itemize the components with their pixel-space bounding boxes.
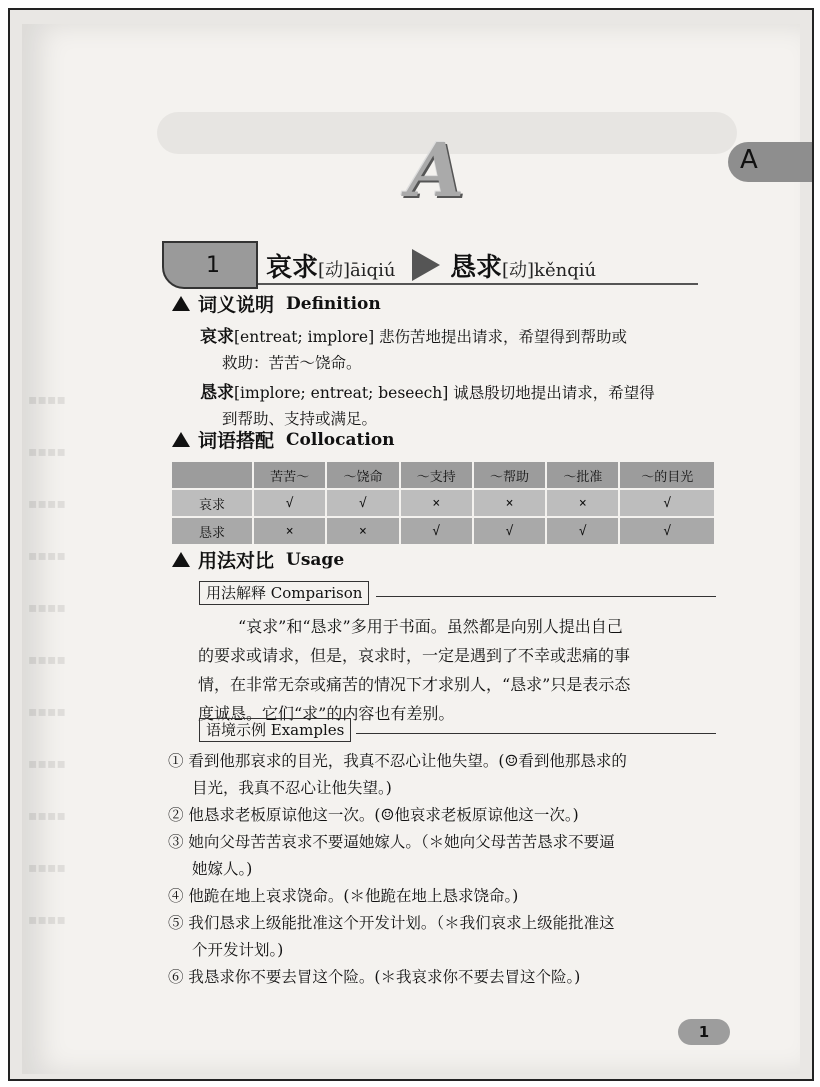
comparison-label: 用法解释 Comparison [199, 581, 369, 605]
letter-tab-label: A [740, 145, 758, 175]
definition-1-line1: [entreat; implore] 悲伤苦地提出请求，希望得到帮助或 [234, 328, 628, 346]
collocation-header-cell: ～支持 [400, 461, 473, 489]
example-line: 个开发计划。) [192, 941, 284, 959]
section-definition-zh: 词义说明 [198, 294, 275, 316]
comparison-rule [376, 596, 716, 597]
collocation-cell: √ [619, 517, 715, 545]
collocation-row-label: 哀求 [171, 489, 253, 517]
examples-rule [356, 733, 716, 734]
letter-tab [728, 142, 812, 182]
collocation-cell: √ [253, 489, 326, 517]
comparison-line: 度诚恳。它们“求”的内容也有差别。 [198, 704, 455, 723]
examples-list [168, 748, 724, 991]
definition-2-word: 恳求 [200, 383, 234, 403]
collocation-cell: × [546, 489, 619, 517]
definition-2-line2: 到帮助、支持或满足。 [222, 410, 378, 428]
photo-frame [8, 8, 814, 1081]
triangle-bullet-icon [172, 552, 190, 567]
example-line: ① 看到他那哀求的目光，我真不忍心让他失望。(☺看到他那恳求的 [168, 752, 627, 770]
collocation-header-cell: ～帮助 [473, 461, 546, 489]
example-line: ④ 他跪在地上哀求饶命。(＊他跪在地上恳求饶命。) [168, 887, 519, 905]
show-through-margin: ▪▪▪▪ ▪▪▪▪ ▪▪▪▪ ▪▪▪▪ ▪▪▪▪ ▪▪▪▪ ▪▪▪▪ ▪▪▪▪ ▪▪▪▪ ▪▪▪▪ ▪▪▪▪ [28, 392, 66, 928]
example-line: ⑥ 我恳求你不要去冒这个险。(＊我哀求你不要去冒这个险。) [168, 968, 581, 986]
collocation-header-cell: ～批准 [546, 461, 619, 489]
section-collocation-zh: 词语搭配 [198, 430, 275, 452]
comparison-line: 情，在非常无奈或痛苦的情况下才求别人，“恳求”只是表示态 [198, 675, 631, 694]
collocation-row [171, 517, 715, 545]
example-line: 她嫁人。) [192, 860, 253, 878]
collocation-cell: √ [400, 517, 473, 545]
collocation-cell: × [400, 489, 473, 517]
arrow-right-icon [412, 249, 440, 281]
collocation-cell: √ [546, 517, 619, 545]
section-usage [172, 546, 344, 572]
comparison-line: “哀求”和“恳求”多用于书面。虽然都是向别人提出自己 [238, 617, 623, 636]
section-collocation-en: Collocation [286, 429, 395, 450]
collocation-header-cell: ～饶命 [326, 461, 399, 489]
definition-2 [200, 380, 720, 432]
comparison-paragraph [198, 612, 718, 728]
example-line: ⑤ 我们恳求上级能批准这个开发计划。（＊我们哀求上级能批准这 [168, 914, 615, 932]
collocation-cell: × [326, 517, 399, 545]
collocation-cell: × [253, 517, 326, 545]
section-letter: A [407, 128, 465, 214]
entry-word-2 [450, 247, 596, 284]
definition-2-line1: [implore; entreat; beseech] 诚恳殷切地提出请求，希望得 [234, 384, 655, 402]
collocation-header-cell: 苦苦～ [253, 461, 326, 489]
collocation-cell: × [473, 489, 546, 517]
collocation-header-cell: ～的目光 [619, 461, 715, 489]
collocation-row [171, 489, 715, 517]
entry-word-1-text: 哀求 [266, 253, 319, 283]
collocation-cell: √ [326, 489, 399, 517]
definition-1-line2: 救助：苦苦～饶命。 [222, 354, 362, 372]
comparison-line: 的要求或请求，但是，哀求时，一定是遇到了不幸或悲痛的事 [198, 646, 631, 665]
entry-number-box [162, 241, 258, 289]
definition-1-word: 哀求 [200, 327, 234, 347]
section-collocation [172, 426, 395, 452]
example-line: ③ 她向父母苦苦哀求不要逼她嫁人。（＊她向父母苦苦恳求不要逼 [168, 833, 615, 851]
section-usage-zh: 用法对比 [198, 550, 275, 572]
section-definition-en: Definition [286, 293, 381, 314]
entry-word-2-tag: [动]kěnqiú [502, 260, 597, 281]
triangle-bullet-icon [172, 296, 190, 311]
entry-word-1 [266, 247, 395, 284]
entry-word-2-text: 恳求 [450, 253, 503, 283]
example-line: ② 他恳求老板原谅他这一次。(☺他哀求老板原谅他这一次。) [168, 806, 579, 824]
entry-heading [162, 237, 682, 289]
entry-word-1-tag: [动]āiqiú [318, 260, 396, 281]
examples-label: 语境示例 Examples [199, 718, 351, 742]
triangle-bullet-icon [172, 432, 190, 447]
section-definition [172, 290, 381, 316]
collocation-row-label: 恳求 [171, 517, 253, 545]
collocation-header-row [171, 461, 715, 489]
collocation-header-cell [171, 461, 253, 489]
collocation-cell: √ [473, 517, 546, 545]
definition-1 [200, 324, 720, 376]
page-number: 1 [678, 1019, 730, 1045]
example-line: 目光，我真不忍心让他失望。) [192, 779, 392, 797]
collocation-cell: √ [619, 489, 715, 517]
collocation-table [170, 460, 716, 546]
book-page [22, 24, 800, 1074]
entry-number: 1 [206, 253, 220, 278]
section-usage-en: Usage [286, 549, 345, 570]
